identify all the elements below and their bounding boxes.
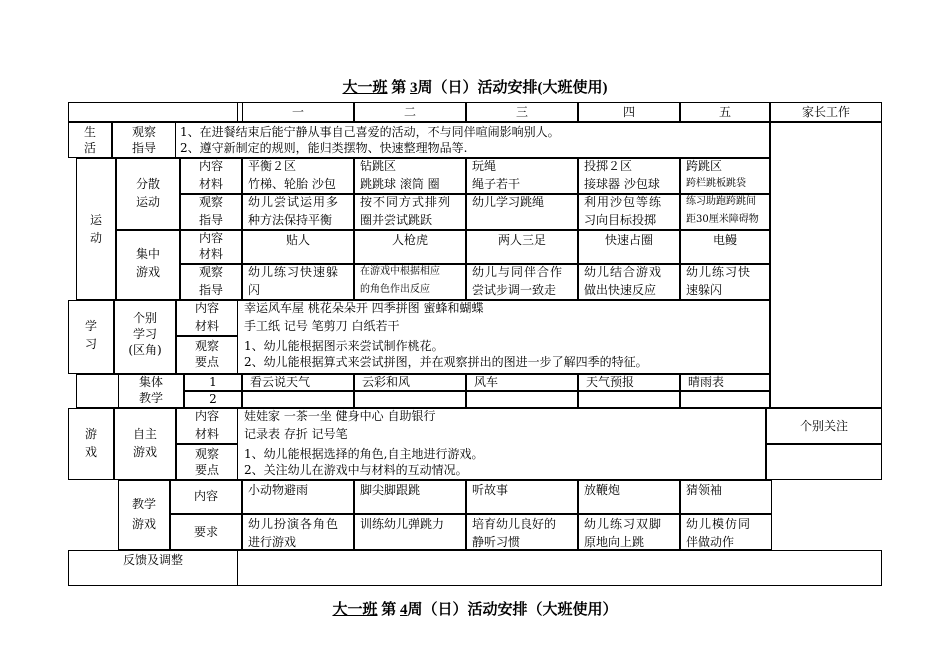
page-title-week3: 大一班 第 3周（日）活动安排(大班使用) — [342, 80, 608, 96]
week-number: 3 — [410, 80, 418, 96]
cell-text: 内容 — [194, 301, 219, 315]
cell-text: 要点 — [194, 463, 219, 477]
cell-text: 练习助跑跨跳间 — [686, 196, 756, 207]
cell-text: 跨跳区 — [686, 159, 723, 173]
cell-text: 游戏 — [132, 445, 157, 459]
cell-text: 学 — [84, 319, 97, 333]
cell-text: 晴雨表 — [688, 375, 725, 389]
cell-text: 观察 — [198, 195, 223, 209]
cell-text: 集体 — [138, 375, 163, 389]
cell-text: 跨栏跳板跳袋 — [686, 178, 746, 189]
cell-text: 内容 — [193, 489, 218, 503]
page-title-week4: 大一班 第 4周（日）活动安排（大班使用） — [332, 602, 618, 618]
cell-text: 材料 — [198, 247, 223, 261]
day-header: 四 — [622, 105, 635, 119]
study-content-line: 手工纸 记号 笔剪刀 白纸若干 — [244, 319, 400, 333]
cell-text: 人枪虎 — [391, 233, 428, 247]
individual-attention-label: 个别关注 — [799, 419, 848, 433]
game-observe-line: 1、幼儿能根据选择的角色,自主地进行游戏。 — [244, 447, 484, 461]
cell-text: 竹梯、轮胎 沙包 — [248, 177, 336, 191]
cell-text: 圈并尝试跳跃 — [360, 213, 433, 227]
cell-text: 小动物避雨 — [248, 483, 309, 497]
game-content-line: 娃娃家 一茶一坐 健身中心 自助银行 — [244, 409, 436, 423]
cell-text: 动 — [89, 231, 102, 245]
cell-text: 幼儿模仿同 — [686, 517, 752, 531]
cell-text: 幼儿扮演各角色 — [248, 517, 340, 531]
table-cell — [578, 391, 680, 408]
cell-text: 观察 — [198, 265, 223, 279]
table-cell — [680, 391, 770, 408]
cell-text: 生 — [83, 125, 96, 139]
cell-text: 幼儿与同伴合作 — [472, 265, 564, 279]
cell-text: 自主 — [132, 427, 157, 441]
life-line: 1、在进餐结束后能宁静从事自己喜爱的活动，不与同伴喧闹影响别人。 — [180, 125, 560, 139]
parent-work-area — [770, 122, 882, 408]
cell-text: 游 — [84, 427, 97, 441]
cell-text: 两人三足 — [497, 233, 546, 247]
cell-text: 指导 — [198, 213, 223, 227]
day-header: 一 — [291, 105, 304, 119]
cell-text: 跳跳球 滚筒 圈 — [360, 177, 440, 191]
cell-text: 云彩和风 — [362, 375, 411, 389]
cell-text: 指导 — [131, 141, 156, 155]
cell-text: 静听习惯 — [472, 535, 521, 549]
cell-text: 钻跳区 — [360, 159, 397, 173]
study-observe-line: 2、幼儿能根据算式来尝试拼图，并在观察拼出的图进一步了解四季的特征。 — [244, 355, 648, 369]
cell-text: 培育幼儿良好的 — [472, 517, 557, 531]
cell-text: 猜领袖 — [686, 483, 723, 497]
individual-attention-area — [766, 444, 882, 480]
day-header: 五 — [718, 105, 731, 119]
cell-text: 快速占圈 — [604, 233, 653, 247]
cell-text: 观察 — [194, 447, 219, 461]
cell-text: 学习 — [132, 327, 157, 341]
cell-text: 内容 — [198, 159, 223, 173]
cell-text: 内容 — [194, 409, 219, 423]
table-cell — [466, 391, 578, 408]
cell-text: 1 — [209, 375, 217, 389]
cell-text: 脚尖脚跟跳 — [360, 483, 421, 497]
cell-text: 风车 — [474, 375, 499, 389]
cell-text: 活 — [83, 141, 96, 155]
cell-text: 贴人 — [285, 233, 310, 247]
cell-text: 要求 — [193, 525, 218, 539]
cell-text: 要点 — [194, 355, 219, 369]
cell-text: 距30厘米障碍物 — [686, 214, 759, 225]
cell-text: 习 — [84, 337, 97, 351]
cell-text: 速躲闪 — [686, 283, 723, 297]
cell-text: 幼儿练习快 — [686, 265, 752, 279]
cell-text: 幼儿练习快速躲 — [248, 265, 340, 279]
cell-text: 观察 — [131, 125, 156, 139]
cell-text: 利用沙包等练 — [584, 195, 663, 209]
teaching-game-label-cell — [118, 480, 170, 550]
cell-text: 接球器 沙包球 — [584, 177, 660, 191]
cell-text: 种方法保持平衡 — [248, 213, 333, 227]
cell-text: 玩绳 — [472, 159, 497, 173]
cell-text: 进行游戏 — [248, 535, 297, 549]
cell-text: 平衡２区 — [248, 159, 297, 173]
week-number: 4 — [400, 602, 408, 618]
cell-text: 天气预报 — [586, 375, 635, 389]
game-content-line: 记录表 存折 记号笔 — [244, 427, 348, 441]
cell-text: 看云说天气 — [250, 375, 311, 389]
study-observe-line: 1、幼儿能根据图示来尝试制作桃花。 — [244, 339, 444, 353]
cell-text: 2 — [209, 392, 217, 406]
class-name: 大一班 — [332, 602, 378, 618]
cell-text: 原地向上跳 — [584, 535, 645, 549]
cell-text: 分散 — [135, 177, 160, 191]
cell-text: 运 — [89, 213, 102, 227]
cell-text: 运动 — [135, 195, 160, 209]
life-line: 2、遵守新制定的规则，能归类摆物、快速整理物品等. — [180, 141, 468, 155]
cell-text: 做出快速反应 — [584, 283, 657, 297]
cell-text: 习向目标投掷 — [584, 213, 657, 227]
cell-text: 游戏 — [135, 265, 160, 279]
cell-text: 训练幼儿弹跳力 — [360, 517, 445, 531]
feedback-label: 反馈及调整 — [122, 553, 183, 567]
cell-text: 按不同方式排列 — [360, 195, 452, 209]
cell-text: 放鞭炮 — [584, 483, 621, 497]
cell-text: 集中 — [135, 247, 160, 261]
cell-text: 幼儿尝试运用多 — [248, 195, 340, 209]
cell-text: 材料 — [194, 427, 219, 441]
study-content-line: 幸运风车屋 桃花朵朵开 四季拼图 蜜蜂和蝴蝶 — [244, 301, 484, 315]
cell-text: 幼儿学习跳绳 — [472, 195, 545, 209]
cell-text: 的角色作出反应 — [360, 284, 430, 295]
cell-text: 教学 — [138, 391, 163, 405]
cell-text: 投掷２区 — [584, 159, 633, 173]
cell-text: 闪 — [248, 283, 261, 297]
cell-text: 内容 — [198, 231, 223, 245]
cell-text: 在游戏中根据相应 — [360, 266, 440, 277]
table-cell — [242, 391, 354, 408]
class-name: 大一班 — [342, 80, 388, 96]
cell-text: 观察 — [194, 339, 219, 353]
cell-text: (区角) — [128, 343, 162, 357]
cell-text: 个别 — [132, 311, 157, 325]
cell-text: 幼儿练习双脚 — [584, 517, 663, 531]
cell-text: 尝试步调一致走 — [472, 283, 557, 297]
day-header: 二 — [403, 105, 416, 119]
table-cell — [354, 391, 466, 408]
game-observe-line: 2、关注幼儿在游戏中与材料的互动情况。 — [244, 463, 468, 477]
header-corner — [68, 102, 238, 122]
day-header: 三 — [515, 105, 528, 119]
cell-text: 伴做动作 — [686, 535, 735, 549]
cell-text: 材料 — [194, 319, 219, 333]
cell-text: 电鳗 — [712, 233, 737, 247]
cell-text: 幼儿结合游戏 — [584, 265, 663, 279]
cell-text: 材料 — [198, 177, 223, 191]
cell-text: 绳子若干 — [472, 177, 521, 191]
cell-text: 指导 — [198, 283, 223, 297]
cell-text: 游戏 — [131, 517, 156, 531]
sport-label-cell — [76, 158, 116, 300]
cell-text: 听故事 — [472, 483, 509, 497]
cell-text: 戏 — [84, 445, 97, 459]
parent-work-header-label: 家长工作 — [801, 105, 850, 119]
cell-text: 教学 — [131, 497, 156, 511]
